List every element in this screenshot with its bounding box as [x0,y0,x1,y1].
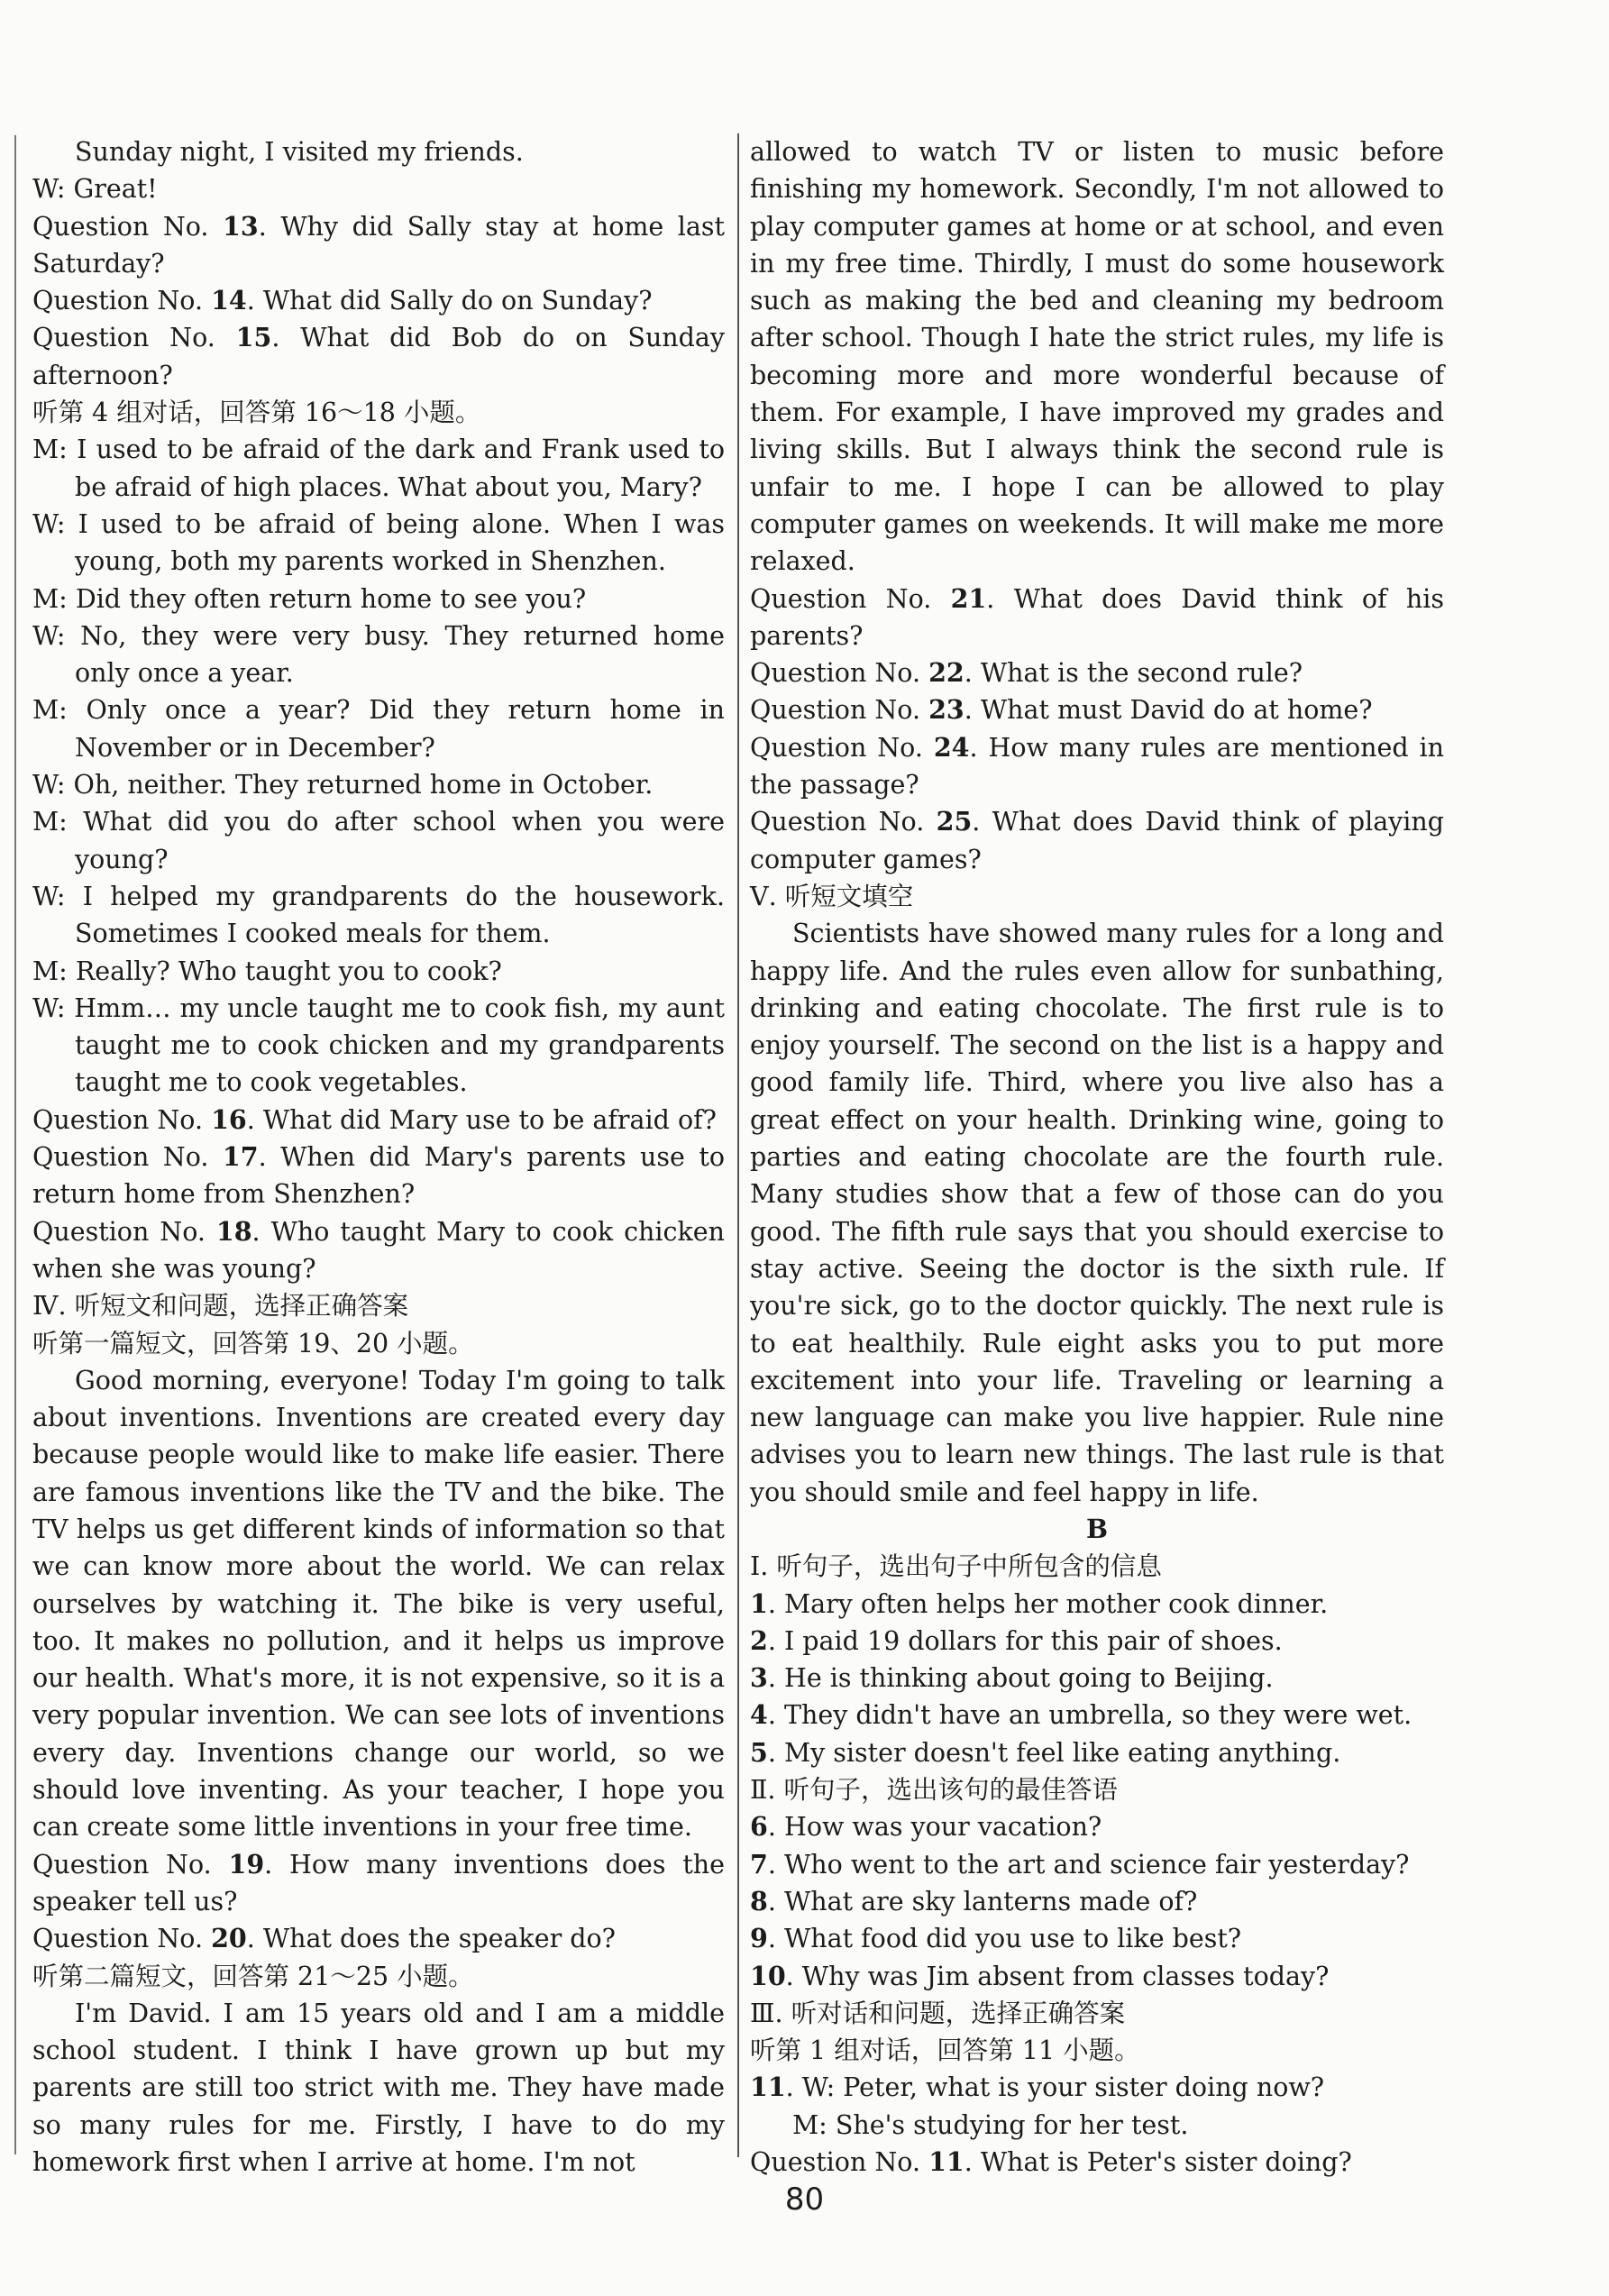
question-prefix: Question No. [32,1924,212,1954]
item-number: 16 [211,1103,247,1135]
right-column [750,133,1444,2181]
question-prefix: Question No. [750,658,929,689]
question-line [32,1213,725,1288]
question-line [32,1102,725,1139]
text-line: allowed to watch TV or listen to music before finishing my homework. Secondly, I'm not allowed to play computer games at home or at school, and even in my free time. Thirdly, I must do some housework such as making the bed and cleaning my bedroom after school. Though I hate the strict rules, my life is becoming more and more wonderful because of them. For example, I have improved my grades and living skills. But I always think the second rule is unfair to me. I hope I can be allowed to play computer games on weekends. It will make me more relaxed. [750,137,1444,577]
item-number: 6 [750,1811,768,1843]
item-number: 10 [750,1960,786,1991]
question-prefix: Question No. [32,1142,223,1173]
item-text: . What does David think of playing computer games? [750,807,1444,874]
question-prefix: Question No. [32,323,236,353]
question-prefix: Question No. [750,695,929,726]
item-number: 23 [928,694,964,726]
item-text: . Mary often helps her mother cook dinner. [767,1588,1329,1619]
question-prefix: Question No. [32,211,224,242]
question-line [32,282,725,319]
question-prefix: Question No. [750,807,937,837]
margin-line [14,135,16,2154]
item-text: . Who taught Mary to cook chicken when she was young? [32,1216,725,1284]
item-number: 18 [215,1215,252,1247]
item-text: . What did Mary use to be afraid of? [246,1104,717,1135]
question-line [32,1139,725,1213]
question-line [32,1846,725,1921]
numbered-item [750,1883,1444,1920]
question-prefix: Question No. [32,1104,212,1135]
paragraph: I'm David. I am 15 years old and I am a middle school student. I think I have grown up but my parents are still too strict with me. They have made so many rules for me. Firstly, I have to do my homework first when I arrive at home. I'm not [32,1998,725,2178]
item-text: . What does the speaker do? [246,1924,616,1954]
dialogue-line: W: I helped my grandparents do the housework. Sometimes I cooked meals for them. [32,881,725,949]
indented-line: Sunday night, I visited my friends. [75,137,524,167]
item-text: . How was your vacation? [767,1812,1102,1843]
text-line: Ⅴ. 听短文填空 [750,881,914,911]
dialogue-line: W: I used to be afraid of being alone. When I was young, both my parents worked in Shenzhen. [32,508,725,577]
paragraph: Good morning, everyone! Today I'm going to talk about inventions. Inventions are created every day because people would like to make life easier. There are famous inventions like the TV and the bike. The TV helps us get different kinds of information so that we can know more about the world. We can relax ourselves by watching it. The bike is very useful, too. It makes no pollution, and it helps us improve our health. What's more, it is not expensive, so it is a very popular invention. We can see lots of inventions every day. Inventions change our world, so we should love inventing. As your teacher, I hope you can create some little inventions in your free time. [32,1365,725,1843]
item-number: 8 [750,1885,768,1916]
item-number: 21 [950,582,987,614]
item-text: . What is Peter's sister doing? [964,2147,1352,2178]
numbered-item [750,1660,1444,1697]
item-number: 24 [933,731,970,763]
text-line: Ⅳ. 听短文和问题，选择正确答案 [32,1291,409,1322]
item-number: 11 [750,2072,786,2103]
text-line: Ⅱ. 听句子，选出该句的最佳答语 [750,1775,1118,1806]
text-line: 听第一篇短文，回答第 19、20 小题。 [32,1328,474,1358]
left-column [32,133,725,2181]
item-text: . What did Sally do on Sunday? [246,286,653,316]
item-number: 20 [211,1923,247,1954]
item-text: . He is thinking about going to Beijing. [767,1663,1274,1694]
item-text: . Why was Jim absent from classes today? [785,1961,1330,1991]
question-line [750,654,1444,691]
text-line: 听第 1 组对话，回答第 11 小题。 [750,2035,1140,2066]
question-line [32,208,725,283]
indented-line: M: She's studying for her test. [792,2109,1189,2140]
item-number: 13 [223,210,259,242]
item-text: . Why did Sally stay at home last Saturday? [32,211,725,279]
item-text: . What must David do at home? [964,695,1373,726]
section-heading: B [1085,1513,1109,1544]
text-line: Ⅲ. 听对话和问题，选择正确答案 [750,1998,1126,2028]
text-line: Ⅰ. 听句子，选出句子中所包含的信息 [750,1551,1162,1582]
question-line [750,803,1444,878]
numbered-item [750,1734,1444,1771]
question-line [750,729,1444,804]
item-text: . They didn't have an umbrella, so they were wet. [767,1700,1412,1731]
dialogue-line: M: I used to be afraid of the dark and Frank used to be afraid of high places. What about you, Mary? [32,435,725,502]
item-number: 22 [928,657,964,689]
dialogue-line: M: What did you do after school when you were young? [32,807,725,874]
item-number: 25 [936,806,973,837]
question-line [750,2144,1444,2181]
item-text: . What did Bob do on Sunday afternoon? [32,323,725,390]
item-number: 11 [928,2146,964,2178]
item-text: . When did Mary's parents use to return home from Shenzhen? [32,1142,725,1210]
text-line: 听第二篇短文，回答第 21～25 小题。 [32,1961,474,1991]
item-text: . How many rules are mentioned in the passage? [750,732,1444,800]
numbered-item [750,1920,1444,1957]
dialogue-line: M: Only once a year? Did they return home in November or in December? [32,695,725,763]
item-number: 15 [235,322,272,353]
question-prefix: Question No. [32,1849,229,1880]
item-number: 14 [211,285,247,316]
numbered-item [750,1623,1444,1660]
item-text: . What does David think of his parents? [750,583,1444,651]
question-line [750,581,1444,655]
item-number: 7 [750,1848,768,1880]
question-prefix: Question No. [32,1216,216,1247]
item-text: . What food did you use to like best? [767,1924,1242,1954]
question-line [32,1920,725,1957]
paragraph: Scientists have showed many rules for a long and happy life. And the rules even allow for sunbathing, drinking and eating chocolate. The first rule is to enjoy yourself. The second on the list is a happy and good family life. Third, where you live also has a great effect on your health. Drinking wine, going to parties and eating chocolate are the fourth rule. Many studies show that a few of those can do you good. The fifth rule says that you should exercise to stay active. Seeing the doctor is the sixth rule. If you're sick, go to the doctor quickly. The next rule is to eat healthily. Rule eight asks you to put more excitement into your life. Traveling or learning a new language can make you live happier. Rule nine advises you to learn new things. The last rule is that you should smile and feel happy in life. [750,919,1444,1507]
dialogue-line: M: Did they often return home to see you? [32,583,587,614]
item-number: 3 [750,1662,768,1694]
item-text: . My sister doesn't feel like eating anything. [767,1737,1341,1768]
item-number: 9 [750,1923,768,1954]
text-line: 听第 4 组对话，回答第 16～18 小题。 [32,398,481,428]
question-line [32,319,725,394]
numbered-item [750,1846,1444,1883]
numbered-item [750,1958,1444,1995]
question-line [750,691,1444,728]
item-number: 4 [750,1699,768,1731]
dialogue-line: M: Really? Who taught you to cook? [32,956,502,986]
item-text: . What are sky lanterns made of? [767,1886,1198,1916]
dialogue-line: W: No, they were very busy. They returned home only once a year. [32,620,725,689]
item-text: . W: Peter, what is your sister doing now? [785,2072,1325,2103]
numbered-item [750,1808,1444,1845]
question-prefix: Question No. [750,583,951,614]
item-number: 19 [228,1848,265,1880]
question-prefix: Question No. [32,286,212,316]
item-number: 1 [750,1587,768,1619]
item-text: . I paid 19 dollars for this pair of shoes. [767,1625,1283,1656]
page-number: 80 [784,2182,825,2218]
dialogue-line: W: Oh, neither. They returned home in October. [32,770,654,800]
numbered-item [750,1697,1444,1733]
item-text: . Who went to the art and science fair yesterday? [767,1849,1410,1880]
numbered-item [750,1586,1444,1623]
question-prefix: Question No. [750,732,934,763]
numbered-item [750,2069,1444,2106]
item-number: 2 [750,1624,768,1656]
dialogue-line: W: Hmm… my uncle taught me to cook fish, my aunt taught me to cook chicken and my grandparents taught me to cook vegetables. [32,992,725,1098]
item-text: . How many inventions does the speaker tell us? [32,1849,725,1916]
column-divider [737,133,739,2157]
question-prefix: Question No. [750,2147,929,2178]
text-line: W: Great! [32,174,158,205]
item-number: 5 [750,1736,768,1768]
item-text: . What is the second rule? [964,658,1303,689]
item-number: 17 [222,1141,259,1173]
